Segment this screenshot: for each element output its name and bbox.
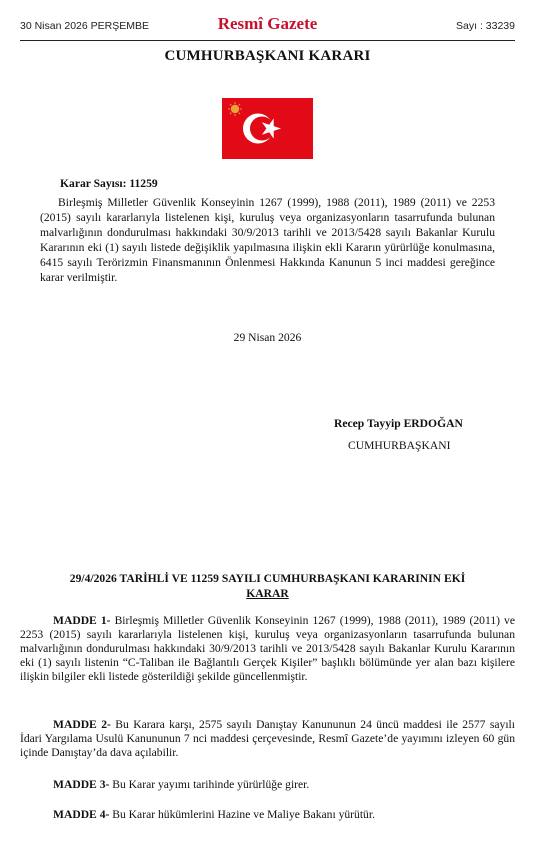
signer-title: CUMHURBAŞKANI	[348, 439, 451, 452]
header-date: 30 Nisan 2026 PERŞEMBE	[20, 20, 149, 32]
turkish-flag-icon	[222, 98, 313, 159]
signer-name: Recep Tayyip ERDOĞAN	[334, 417, 463, 430]
article-2	[20, 718, 515, 760]
article-3-label: MADDE 3-	[53, 778, 110, 791]
article-1-label: MADDE 1-	[53, 614, 111, 627]
annex-title	[20, 571, 515, 601]
annex-title-line1: 29/4/2026 TARİHLİ VE 11259 SAYILI CUMHURBAŞKANI KARARININ EKİ	[69, 572, 466, 585]
annex-title-line2: KARAR	[246, 587, 289, 600]
article-1	[20, 614, 515, 684]
article-2-label: MADDE 2-	[53, 718, 111, 731]
decree-number: Karar Sayısı: 11259	[60, 177, 158, 190]
gazette-title: Resmî Gazete	[217, 14, 318, 33]
article-3	[20, 778, 515, 792]
article-2-text: Bu Karara karşı, 2575 sayılı Danıştay Kanununun 24 üncü maddesi ile 2577 sayılı İdari Yargılama Usulü Kanununun 7 nci maddesi çerçevesinde, Resmî Gazete’de yayımını izleyen 60 gün içinde Danıştay’da dava açılabilir.	[20, 718, 515, 759]
article-1-text: Birleşmiş Milletler Güvenlik Konseyinin 1267 (1999), 1988 (2011), 1989 (2011) ve 2253 (2015) sayılı kararlarıyla listelenen kişi, kuruluş veya organizasyonların tasarrufunda bulunan malvarlığının dondurulması hakkındaki 30/9/2013 tarihli ve 2013/5428 sayılı Bakanlar Kurulu Kararının eki (1) sayılı listenin “C-Taliban ile Bağlantılı Gerçek Kişiler” başlıklı bölümünde yer alan bazı kişilere ilişkin bilgiler ekli listede gösterildiği şekilde güncellenmiştir.	[20, 614, 515, 683]
intro-paragraph: Birleşmiş Milletler Güvenlik Konseyinin 1267 (1999), 1988 (2011), 1989 (2011) ve 2253 (2015) sayılı kararlarıyla listelenen kişi, kuruluş veya organizasyonların tasarrufunda bulunan malvarlığının dondurulması hakkındaki 30/9/2013 tarihli ve 2013/5428 sayılı Bakanlar Kurulu Kararının eki (1) sayılı listede değişiklik yapılmasına ilişkin ekli Kararın yürürlüğe konulmasına, 6415 sayılı Terörizmin Finansmanının Önlenmesi Hakkında Kanunun 5 inci maddesi gereğince karar verilmiştir.	[40, 196, 495, 284]
article-3-text: Bu Karar yayımı tarihinde yürürlüğe girer.	[109, 778, 310, 791]
gazette-header	[20, 0, 515, 41]
article-4	[20, 808, 515, 822]
article-4-text: Bu Karar hükümlerini Hazine ve Maliye Bakanı yürütür.	[109, 808, 375, 821]
article-4-label: MADDE 4-	[53, 808, 110, 821]
decree-type-heading: CUMHURBAŞKANI KARARI	[164, 48, 371, 64]
decree-date: 29 Nisan 2026	[233, 331, 302, 344]
issue-number: Sayı : 33239	[456, 20, 515, 32]
